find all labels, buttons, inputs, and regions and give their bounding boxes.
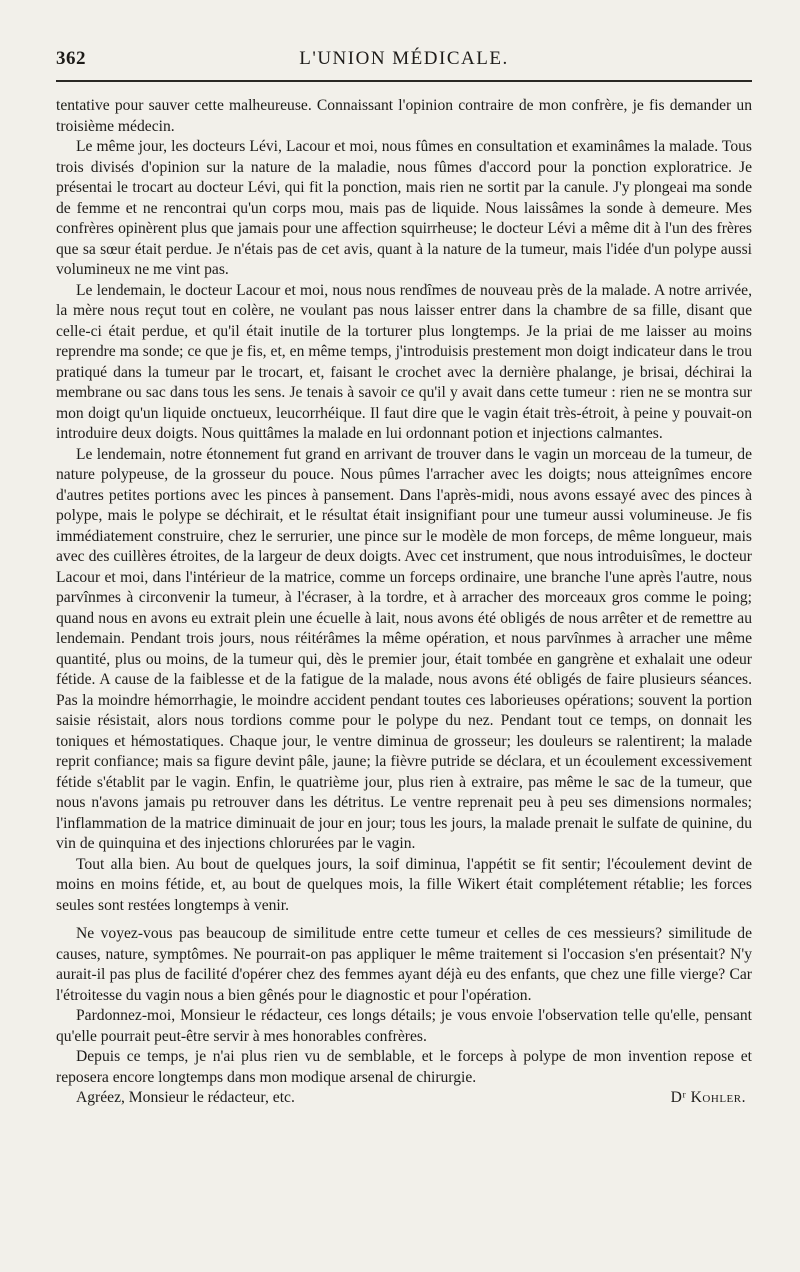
running-title: L'UNION MÉDICALE. — [299, 48, 509, 69]
paragraph-1: tentative pour sauver cette malheureuse. Connaissant l'opinion contraire de mon confrère, je fis demander un troisième médecin. — [56, 97, 752, 135]
header-rule — [56, 80, 752, 82]
salutation: Agréez, Monsieur le rédacteur, etc. — [76, 1089, 295, 1106]
page-header — [56, 42, 752, 76]
paragraph-5: Tout alla bien. Au bout de quelques jours, la soif diminua, l'appétit se fit sentir; l'écoulement devint de moins en moins fétide, et, au bout de quelques mois, la fille Wikert était complétement rétablie; les forces seules sont restées longtemps à venir. — [56, 855, 752, 914]
closing-line — [56, 1088, 752, 1109]
paragraph-4: Le lendemain, notre étonnement fut grand en arrivant de trouver dans le vagin un morceau de la tumeur, de nature polypeuse, de la grosseur du pouce. Nous pûmes l'arracher avec les doigts; nous atteignîmes encore d'autres petites portions avec les pinces à pansement. Dans l'après-midi, nous avons essayé avec des pinces à polype, mais le polype se déchirait, et le résultat était insignifiant pour une tumeur aussi volumineuse. Je fis immédiatement construire, chez le serrurier, une pince sur le modèle de mon forceps, de même longueur, mais avec des cuillères étroites, de la largeur de deux doigts. Avec cet instrument, que nous introduisîmes, le docteur Lacour et moi, dans l'intérieur de la matrice, comme un forceps ordinaire, une branche l'une après l'autre, nous parvînmes à circonvenir la tumeur, à l'écraser, à la tordre, et à arracher des morceaux gros comme le poing; quand nous en avons eu extrait plein une écuelle à lait, nous avons été obligés de nous arrêter et de remettre au lendemain. Pendant trois jours, nous réitérâmes la même opération, et nous parvînmes à arracher une même quantité, plus ou moins, de la tumeur qui, dès le premier jour, était tombée en gangrène et exhalait une odeur fétide. A cause de la faiblesse et de la fatigue de la malade, nous avons été obligés de faire plusieurs séances. Pas la moindre hémorrhagie, le moindre accident pendant toutes ces laborieuses opérations; souvent la portion saisie résistait, alors nous tordions comme pour le polype du nez. Pendant tout ce temps, on donnait les toniques et hémostatiques. Chaque jour, le ventre diminua de grosseur; les douleurs se ralentirent; la malade reprit confiance; mais sa figure devint pâle, jaune; la fièvre putride se déclara, et un écoulement excessivement fétide s'établit par le vagin. Enfin, le quatrième jour, plus rien à extraire, pas même le sac de la tumeur, que nous n'avons jamais pu retrouver dans les détritus. Le ventre reprenait peu à peu ses dimensions normales; l'inflammation de la matrice diminuait de jour en jour; tous les jours, la malade prenait le sulfate de quinine, du vin de quinquina et des injections chlorurées par le vagin. — [56, 445, 752, 852]
paragraph-7: Pardonnez-moi, Monsieur le rédacteur, ces longs détails; je vous envoie l'observation telle qu'elle, pensant qu'elle pourrait peut-être servir à mes honorables confrères. — [56, 1007, 752, 1045]
paragraph-6: Ne voyez-vous pas beaucoup de similitude entre cette tumeur et celles de ces messieurs? similitude de causes, nature, symptômes. Ne pourrait-on pas appliquer le même traitement si l'occasion s'en présentait? N'y aurait-il pas plus de facilité d'opérer chez des femmes ayant déjà eu des enfants, que chez une fille vierge? Car l'étroitesse du vagin nous a bien gênés pour le diagnostic et pour l'opération. — [56, 925, 752, 1004]
article-body — [56, 96, 752, 1109]
paragraph-2: Le même jour, les docteurs Lévi, Lacour et moi, nous fûmes en consultation et examinâmes la malade. Tous trois divisés d'opinion sur la nature de la maladie, nous fûmes d'accord pour la ponction exploratrice. Je présentai le trocart au docteur Lévi, qui fit la ponction, mais rien ne sortit par la canule. J'y plongeai ma sonde de femme et ne rencontrai qu'un corps mou, mais pas de liquide. Nous laissâmes la sonde à demeure. Mes confrères opinèrent plus que jamais pour une affection squirrheuse; le docteur Lévi a même dit à l'un des frères que sa sœur était perdue. Je n'étais pas de cet avis, quant à la nature de la tumeur, mais l'idée d'un polype aussi volumineux ne me vint pas. — [56, 138, 752, 278]
paragraph-8: Depuis ce temps, je n'ai plus rien vu de semblable, et le forceps à polype de mon invention repose et reposera encore longtemps dans mon modique arsenal de chirurgie. — [56, 1048, 752, 1086]
paragraph-3: Le lendemain, le docteur Lacour et moi, nous nous rendîmes de nouveau près de la malade. A notre arrivée, la mère nous reçut tout en colère, ne voulant pas nous laisser entrer dans la chambre de sa fille, disant que celle-ci était perdue, et qu'il était inutile de la torturer plus longtemps. Je la priai de me laisser au moins reprendre ma sonde; ce que je fis, et, en même temps, j'introduisis prestement mon doigt indicateur dans le trou pratiqué dans la tumeur par le trocart, et, faisant le crochet avec la dernière phalange, je brisai, déchirai la membrane ou sac dans tous les sens. Je tenais à savoir ce qu'il y avait dans cette tumeur : rien ne se montra sur mon doigt qu'un liquide onctueux, leucorrhéique. Il faut dire que le vagin était très-étroit, à peine y pouvait-on introduire deux doigts. Nous quittâmes la malade en lui ordonnant potion et injections calmantes. — [56, 281, 752, 442]
signature: Dʳ Kohler. — [670, 1089, 746, 1106]
page-number: 362 — [56, 48, 86, 69]
